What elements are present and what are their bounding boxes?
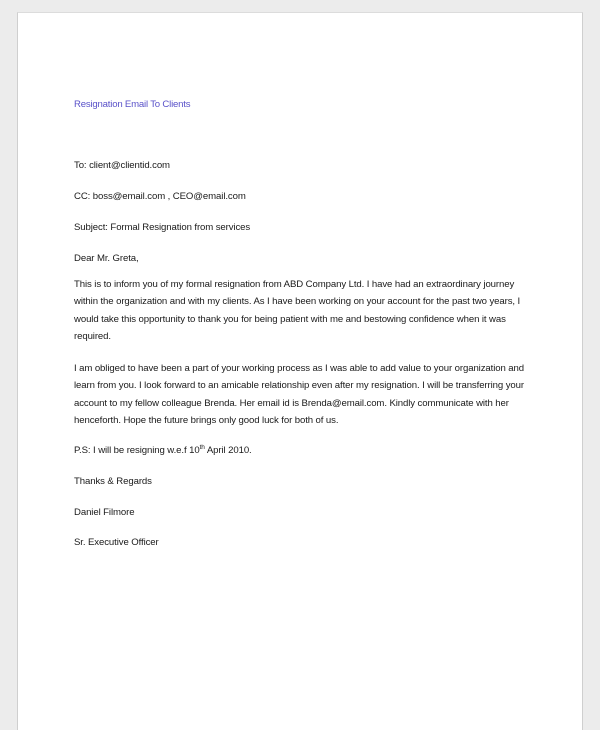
ps-line	[74, 445, 252, 456]
closing: Thanks & Regards	[74, 476, 152, 487]
ps-suffix: April 2010.	[204, 445, 252, 456]
signer-title: Sr. Executive Officer	[74, 537, 159, 548]
to-line: To: client@clientid.com	[74, 160, 170, 171]
signer-name: Daniel Filmore	[74, 507, 135, 518]
ps-prefix: P.S: I will be resigning w.e.f 10	[74, 445, 200, 456]
paragraph-1: This is to inform you of my formal resignation from ABD Company Ltd. I have had an extraordinary journey within the organization and with my clients. As I have been working on your account for the past two years, I would take this opportunity to thank you for being patient with me and bestowing confidence when it was required.	[74, 279, 521, 342]
cc-line: CC: boss@email.com , CEO@email.com	[74, 191, 246, 202]
document-heading: Resignation Email To Clients	[74, 99, 191, 110]
subject-line: Subject: Formal Resignation from services	[74, 222, 251, 233]
salutation: Dear Mr. Greta,	[74, 253, 139, 264]
paragraph-2: I am obliged to have been a part of your working process as I was able to add value to your organization and learn from you. I look forward to an amicable relationship even after my resignation. I will be transferring your account to my fellow colleague Brenda. Her email id is Brenda@email.com. Kindly communicate with her henceforth. Hope the future brings only good luck for both of us.	[74, 363, 524, 426]
document-page	[17, 12, 583, 730]
ps-superscript: th	[199, 444, 205, 451]
